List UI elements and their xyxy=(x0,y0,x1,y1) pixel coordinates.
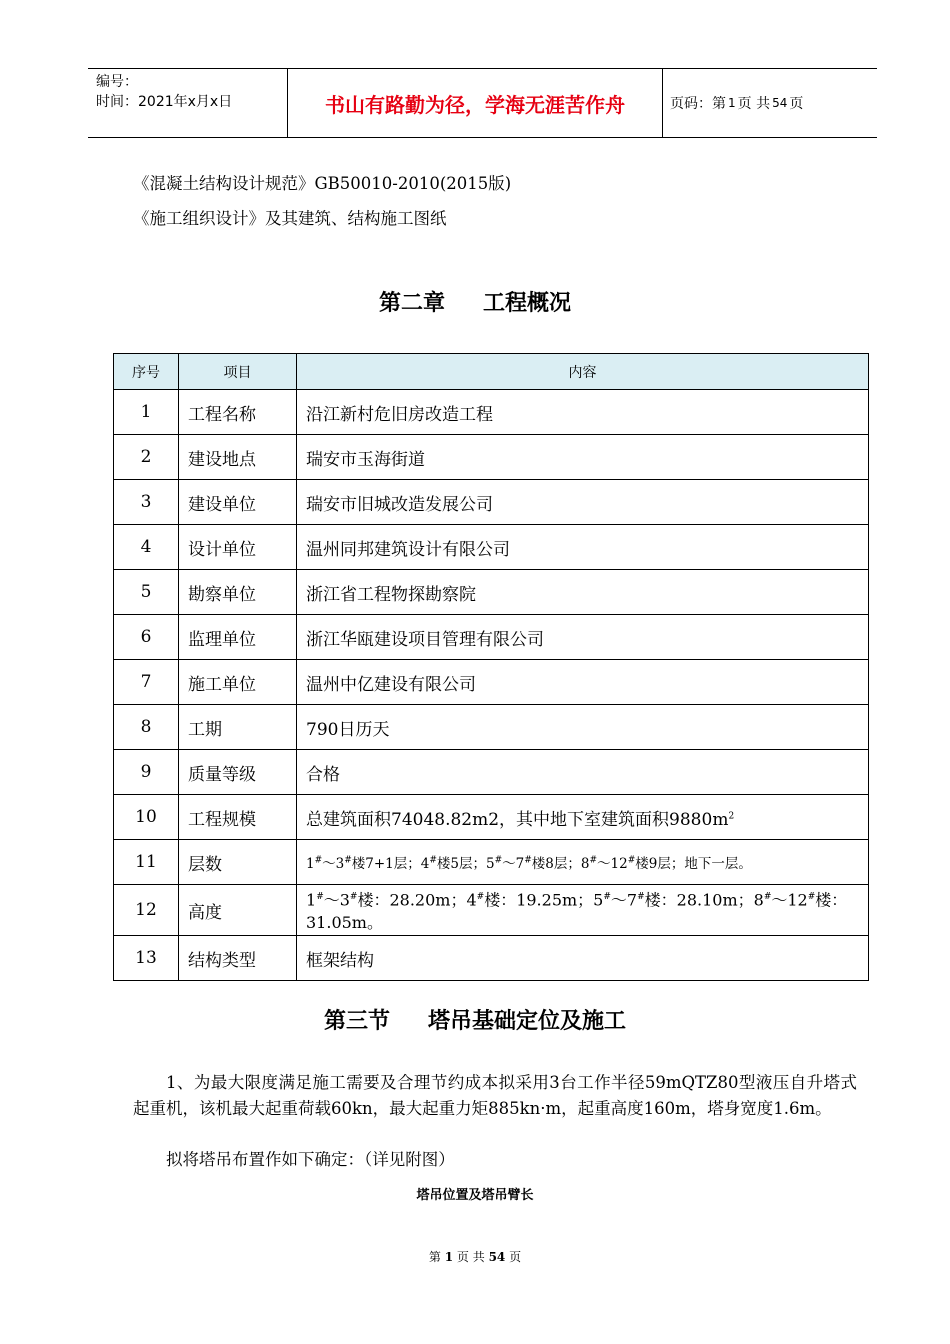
reference-line: 《混凝土结构设计规范》GB50010-2010(2015版) xyxy=(133,174,512,193)
section-title: 塔吊基础定位及施工 xyxy=(428,1009,627,1034)
table-row xyxy=(114,525,869,570)
row-content: 浙江华瓯建设项目管理有限公司 xyxy=(297,615,869,660)
section-number: 第三节 xyxy=(323,1009,390,1034)
row-item: 建设单位 xyxy=(179,480,297,525)
project-overview-table xyxy=(113,353,869,981)
row-content: 1#～3#楼7+1层；4#楼5层；5#～7#楼8层；8#～12#楼9层；地下一层。 xyxy=(297,840,869,885)
page-current: 1 xyxy=(728,96,736,110)
document-time-label: 时间：2021年x月x日 xyxy=(96,94,233,110)
row-number: 3 xyxy=(114,480,179,525)
row-number: 5 xyxy=(114,570,179,615)
table-row xyxy=(114,480,869,525)
header-meta xyxy=(88,69,287,137)
column-header-no: 序号 xyxy=(114,354,179,390)
row-number: 2 xyxy=(114,435,179,480)
superscript: # xyxy=(476,891,485,902)
row-content: 温州同邦建筑设计有限公司 xyxy=(297,525,869,570)
document-number-label: 编号： xyxy=(96,74,138,90)
table-row xyxy=(114,660,869,705)
row-item: 结构类型 xyxy=(179,936,297,981)
row-number: 10 xyxy=(114,795,179,840)
column-header-content: 内容 xyxy=(297,354,869,390)
superscript: # xyxy=(316,891,324,902)
superscript: # xyxy=(637,891,645,902)
superscript: # xyxy=(349,891,358,902)
row-content: 温州中亿建设有限公司 xyxy=(297,660,869,705)
superscript: 2 xyxy=(728,810,735,821)
table-row xyxy=(114,750,869,795)
superscript: # xyxy=(314,855,323,866)
footer-page-total: 54 xyxy=(488,1250,506,1264)
superscript: # xyxy=(763,891,772,902)
footer-page-current: 1 xyxy=(444,1250,454,1264)
footer-prefix: 第 xyxy=(428,1250,441,1264)
page-mid: 页 共 xyxy=(737,96,771,112)
table-row xyxy=(114,795,869,840)
row-content: 合格 xyxy=(297,750,869,795)
table-row xyxy=(114,435,869,480)
figure-caption: 塔吊位置及塔吊臂长 xyxy=(416,1188,534,1203)
row-item: 工程名称 xyxy=(179,390,297,435)
superscript: # xyxy=(524,855,532,866)
body-paragraph: 拟将塔吊布置作如下确定：（详见附图） xyxy=(166,1150,455,1169)
header-page-number xyxy=(662,69,877,137)
row-item: 工期 xyxy=(179,705,297,750)
row-content: 瑞安市旧城改造发展公司 xyxy=(297,480,869,525)
page-prefix: 页码：第 xyxy=(670,96,726,112)
page-footer xyxy=(0,1248,950,1265)
superscript: # xyxy=(807,891,816,902)
row-content: 790日历天 xyxy=(297,705,869,750)
superscript: # xyxy=(344,855,352,866)
row-number: 11 xyxy=(114,840,179,885)
row-number: 8 xyxy=(114,705,179,750)
row-number: 13 xyxy=(114,936,179,981)
column-header-item: 项目 xyxy=(179,354,297,390)
header-motto: 书山有路勤为径，学海无涯苦作舟 xyxy=(287,69,663,137)
page-suffix: 页 xyxy=(789,96,804,112)
page-total: 54 xyxy=(772,96,788,110)
row-item: 层数 xyxy=(179,840,297,885)
row-content: 框架结构 xyxy=(297,936,869,981)
row-number: 6 xyxy=(114,615,179,660)
chapter-heading xyxy=(0,286,950,317)
chapter-number: 第二章 xyxy=(378,291,445,316)
table-row xyxy=(114,705,869,750)
section-heading xyxy=(0,1004,950,1035)
page-header xyxy=(88,68,877,138)
table-row xyxy=(114,840,869,885)
table-row xyxy=(114,615,869,660)
row-item: 质量等级 xyxy=(179,750,297,795)
table-header-row xyxy=(114,354,869,390)
table-row xyxy=(114,390,869,435)
row-item: 勘察单位 xyxy=(179,570,297,615)
chapter-title: 工程概况 xyxy=(483,291,572,316)
row-content: 瑞安市玉海街道 xyxy=(297,435,869,480)
table-row xyxy=(114,570,869,615)
superscript: # xyxy=(627,855,636,866)
row-item: 监理单位 xyxy=(179,615,297,660)
row-number: 1 xyxy=(114,390,179,435)
row-item: 高度 xyxy=(179,885,297,936)
row-item: 施工单位 xyxy=(179,660,297,705)
superscript: # xyxy=(589,855,598,866)
row-content xyxy=(297,795,869,840)
row-number: 4 xyxy=(114,525,179,570)
reference-line: 《施工组织设计》及其建筑、结构施工图纸 xyxy=(133,209,447,228)
superscript: # xyxy=(429,855,437,866)
superscript: # xyxy=(494,855,503,866)
footer-mid: 页 共 xyxy=(456,1250,485,1264)
row-item: 建设地点 xyxy=(179,435,297,480)
row-item: 工程规模 xyxy=(179,795,297,840)
row-content: 1#～3#楼：28.20m；4#楼：19.25m；5#～7#楼：28.10m；8#～12#楼：31.05m。 xyxy=(297,885,869,936)
table-row xyxy=(114,885,869,936)
superscript: # xyxy=(603,891,611,902)
row-content: 浙江省工程物探勘察院 xyxy=(297,570,869,615)
row-content: 沿江新村危旧房改造工程 xyxy=(297,390,869,435)
row-number: 7 xyxy=(114,660,179,705)
table-row xyxy=(114,936,869,981)
footer-suffix: 页 xyxy=(509,1250,522,1264)
row-number: 12 xyxy=(114,885,179,936)
body-paragraph: 1、为最大限度满足施工需要及合理节约成本拟采用3台工作半径59mQTZ80型液压自升塔式起重机，该机最大起重荷载60kn，最大起重力矩885kn·m，起重高度160m，塔身宽度1.6m。 xyxy=(133,1073,857,1118)
row-content-text: 总建筑面积74048.82m2，其中地下室建筑面积9880m xyxy=(306,809,729,830)
row-number: 9 xyxy=(114,750,179,795)
row-item: 设计单位 xyxy=(179,525,297,570)
